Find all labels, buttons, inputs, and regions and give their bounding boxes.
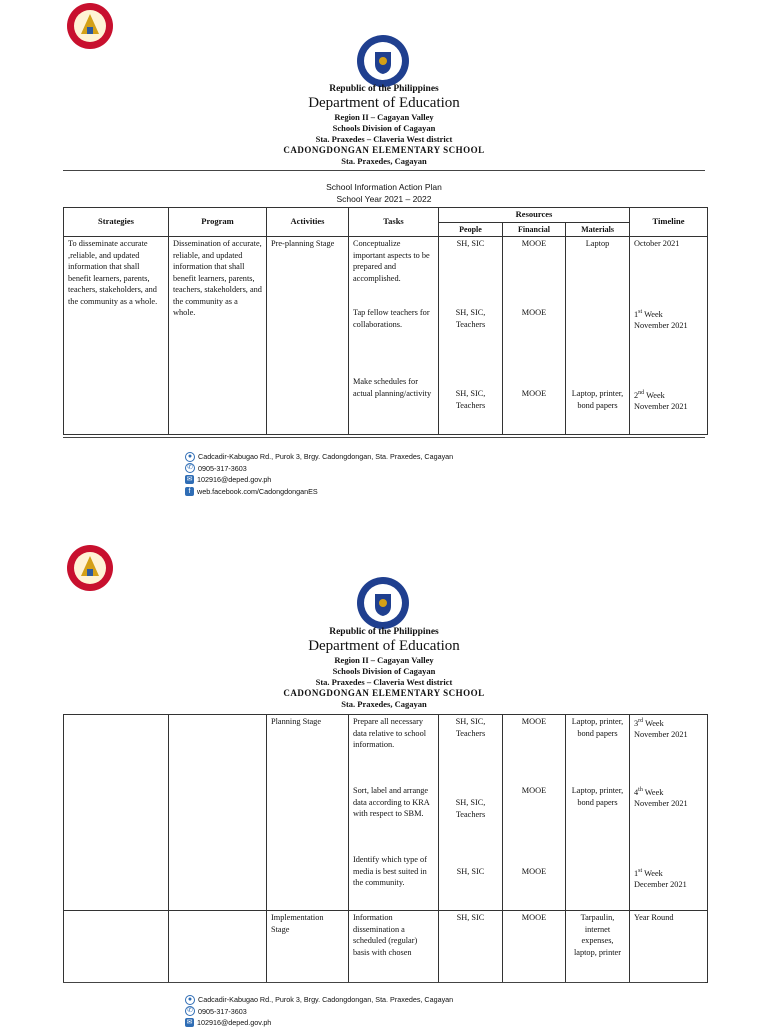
financial-item: MOOE (521, 717, 547, 726)
letterhead (0, 84, 768, 167)
footer-phone: ✆ 0905-317-3603 (185, 463, 453, 475)
activity-cell: Pre-planning Stage (267, 237, 349, 435)
action-plan-table (63, 207, 708, 435)
header-tasks: Tasks (349, 208, 439, 237)
footer-contacts (185, 994, 453, 1029)
people-item: SH, SIC, Teachers (455, 389, 486, 410)
timeline-item (634, 238, 703, 307)
location-icon: ● (185, 995, 195, 1005)
timeline-item: 4th Week November 2021 (634, 787, 688, 809)
timeline-cell (630, 715, 708, 911)
footer-divider (63, 437, 705, 438)
footer-facebook[interactable]: f web.facebook.com/CadongdonganES (185, 486, 453, 498)
school-seal-icon (66, 544, 114, 592)
materials-item: Laptop, printer, bond papers (571, 786, 624, 807)
task-item: Sort, label and arrange data according to KRA with respect to SBM. (353, 786, 430, 818)
footer-address: ● Cadcadir-Kabugao Rd., Purok 3, Brgy. Cadongdongan, Sta. Praxedes, Cagayan (185, 994, 453, 1006)
tasks-cell (349, 237, 439, 435)
district-line: Sta. Praxedes – Claveria West district (315, 134, 453, 144)
strategy-cell (64, 715, 169, 911)
people-cell (439, 237, 503, 435)
task-item: Identify which type of media is best suited in the community. (353, 855, 427, 887)
table-header-row (64, 208, 708, 223)
financial-cell (503, 715, 566, 911)
page-1 (0, 0, 768, 512)
people-item: SH, SIC, Teachers (455, 798, 486, 819)
header-resources: Resources (439, 208, 630, 223)
people-item: SH, SIC (439, 911, 503, 983)
location-icon: ● (185, 452, 195, 462)
financial-item: MOOE (521, 308, 547, 317)
materials-item: Laptop, printer, bond papers (571, 389, 624, 410)
financial-item: MOOE (503, 911, 566, 983)
footer-phone: ✆ 0905-317-3603 (185, 1006, 453, 1018)
timeline-cell (630, 237, 708, 435)
timeline-item: 1st Week December 2021 (634, 868, 687, 890)
materials-item: Laptop, printer, bond papers (571, 717, 624, 738)
people-item: SH, SIC, Teachers (455, 308, 486, 329)
region-line: Region II – Cagayan Valley (334, 655, 434, 665)
email-icon: ✉ (186, 1019, 193, 1027)
people-item: SH, SIC (456, 867, 485, 876)
timeline-item: 3rd Week November 2021 (634, 718, 688, 740)
tasks-cell (349, 715, 439, 911)
task-item: Conceptualize important aspects to be prepared and accomplished. (353, 239, 430, 283)
program-cell (169, 715, 267, 911)
district-line: Sta. Praxedes – Claveria West district (315, 677, 453, 687)
table-row (64, 237, 708, 435)
timeline-item: 1st Week November 2021 (634, 309, 688, 331)
table-row (64, 715, 708, 911)
header-activities: Activities (267, 208, 349, 237)
task-item: Prepare all necessary data relative to school information. (353, 717, 427, 749)
footer-contacts (185, 451, 453, 497)
deped-seal-icon (356, 576, 410, 630)
header-divider (63, 170, 705, 171)
division-line: Schools Division of Cagayan (332, 123, 436, 133)
department-title: Department of Education (308, 95, 460, 111)
materials-cell (566, 715, 630, 911)
people-cell (439, 715, 503, 911)
people-item: SH, SIC (456, 239, 485, 248)
header-timeline: Timeline (630, 208, 708, 237)
division-line: Schools Division of Cagayan (332, 666, 436, 676)
header-people: People (439, 222, 503, 237)
deped-seal-icon (356, 34, 410, 88)
financial-item: MOOE (521, 239, 547, 248)
footer-email[interactable]: ✉ 102916@deped.gov.ph (186, 1018, 272, 1027)
email-icon: ✉ (186, 476, 193, 484)
footer-divider (63, 982, 705, 983)
materials-item: Tarpaulin, internet expenses, laptop, printer (566, 911, 630, 983)
timeline-item: Year Round (630, 911, 708, 983)
school-name: CADONGDONGAN ELEMENTARY SCHOOL (283, 688, 485, 698)
school-year: School Year 2021 – 2022 (336, 194, 432, 204)
task-item: Make schedules for actual planning/activity (353, 377, 432, 398)
table-row (64, 911, 708, 983)
header-financial: Financial (503, 222, 566, 237)
page-2 (0, 512, 768, 1027)
facebook-icon: f (185, 487, 194, 496)
school-location: Sta. Praxedes, Cagayan (341, 699, 427, 709)
footer-email[interactable]: ✉ 102916@deped.gov.ph (186, 475, 272, 484)
header-materials: Materials (566, 222, 630, 237)
timeline-text: October 2021 (634, 239, 680, 248)
school-name: CADONGDONGAN ELEMENTARY SCHOOL (283, 145, 485, 155)
financial-cell (503, 237, 566, 435)
strategy-cell: To disseminate accurate ,reliable, and updated information that shall benefit learners, parents, teachers, stakeholders, and the community as a whole. (64, 237, 169, 435)
phone-icon: ✆ (185, 1006, 195, 1016)
header-strategies: Strategies (64, 208, 169, 237)
letterhead (0, 627, 768, 710)
strategy-cell (64, 911, 169, 983)
materials-item: Laptop (585, 239, 610, 248)
region-line: Region II – Cagayan Valley (334, 112, 434, 122)
republic-line: Republic of the Philippines (329, 84, 439, 94)
financial-item: MOOE (521, 786, 547, 795)
program-cell (169, 911, 267, 983)
school-seal-icon (66, 2, 114, 50)
task-item: Tap fellow teachers for collaborations. (353, 308, 430, 329)
people-item: SH, SIC, Teachers (455, 717, 486, 738)
materials-cell (566, 237, 630, 435)
activity-cell: Planning Stage (267, 715, 349, 911)
doc-title-block (0, 181, 768, 205)
school-location: Sta. Praxedes, Cagayan (341, 156, 427, 166)
financial-item: MOOE (521, 867, 547, 876)
financial-item: MOOE (521, 389, 547, 398)
activity-cell: Implementation Stage (267, 911, 349, 983)
action-plan-table-continued (63, 714, 708, 983)
footer-address: ● Cadcadir-Kabugao Rd., Purok 3, Brgy. Cadongdongan, Sta. Praxedes, Cagayan (185, 451, 453, 463)
republic-line: Republic of the Philippines (329, 627, 439, 637)
task-item: Information dissemination a scheduled (regular) basis with chosen (349, 911, 439, 983)
timeline-item: 2nd Week November 2021 (634, 390, 688, 412)
department-title: Department of Education (308, 638, 460, 654)
header-program: Program (169, 208, 267, 237)
phone-icon: ✆ (185, 463, 195, 473)
program-cell: Dissemination of accurate, reliable, and updated information that shall benefit learners, parents, teachers, stakeholders, and the community as a whole. (169, 237, 267, 435)
doc-title: School Information Action Plan (326, 182, 442, 192)
